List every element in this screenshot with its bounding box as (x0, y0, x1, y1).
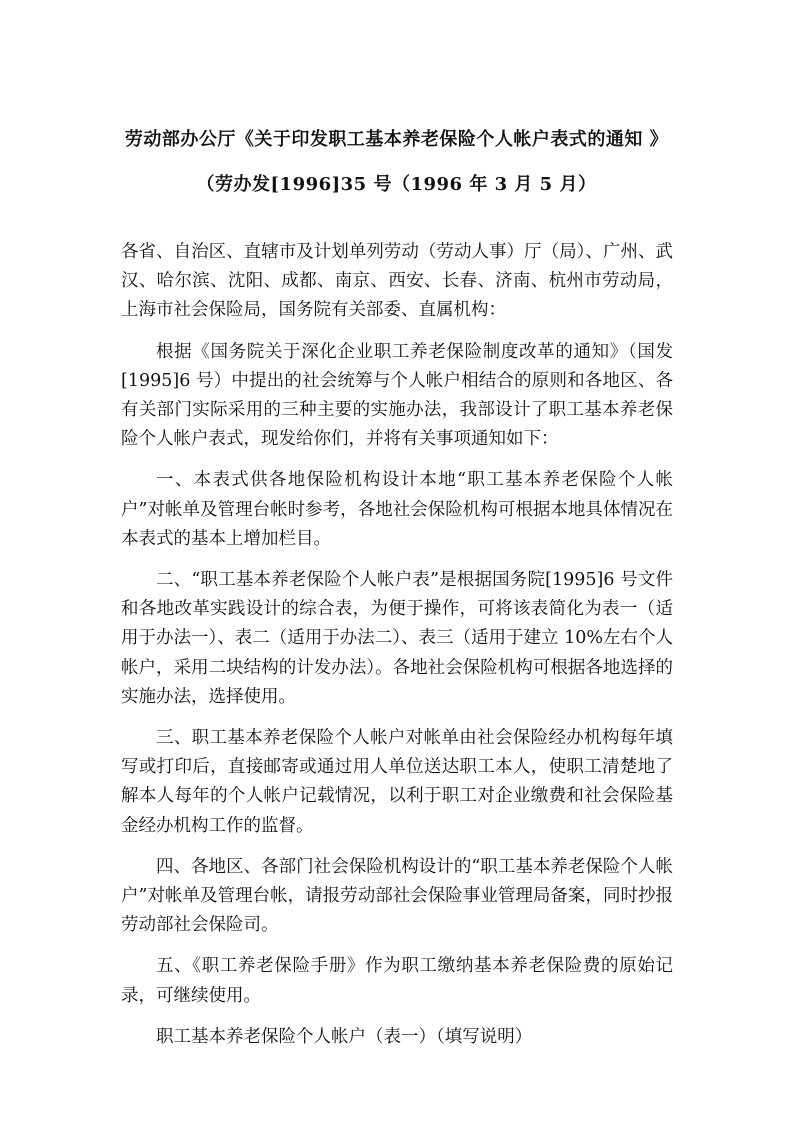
document-body (121, 238, 673, 1064)
addressee-paragraph: 各省、自治区、直辖市及计划单列劳动（劳动人事）厅（局）、广州、武汉、哈尔滨、沈阳、成都、南京、西安、长春、济南、杭州市劳动局，上海市社会保险局，国务院有关部委、直属机构： (121, 242, 673, 321)
intro-paragraph: 根据《国务院关于深化企业职工养老保险制度改革的通知》（国发[1995]6 号）中提出的社会统筹与个人帐户相结合的原则和各地区、各有关部门实际采用的三种主要的实施办法，我部设计了职工基本养老保险个人帐户表式，现发给你们，并将有关事项通知如下： (121, 341, 673, 450)
item-four-paragraph: 四、各地区、各部门社会保险机构设计的“职工基本养老保险个人帐户”对帐单及管理台帐，请报劳动部社会保险事业管理局备案，同时抄报劳动部社会保险司。 (121, 856, 673, 936)
item-two-paragraph: 二、“职工基本养老保险个人帐户表”是根据国务院[1995]6 号文件和各地改革实践设计的综合表，为便于操作，可将该表简化为表一（适用于办法一）、表二（适用于办法二）、表三（适用于建立 10%左右个人帐户，采用二块结构的计发办法）。各地社会保险机构可根据各地选择的实施办法，选择使用。 (121, 570, 673, 707)
document-title: 劳动部办公厅《关于印发职工基本养老保险个人帐户表式的通知 》 (124, 129, 669, 150)
document-subtitle: （劳办发[1996]35 号（1996 年 3 月 5 月） (196, 174, 597, 195)
table-one-heading: 职工基本养老保险个人帐户（表一）（填写说明） (156, 1026, 533, 1047)
item-five-paragraph: 五、《职工养老保险手册》作为职工缴纳基本养老保险费的原始记录，可继续使用。 (121, 956, 673, 1006)
item-one-paragraph: 一、本表式供各地保险机构设计本地“职工基本养老保险个人帐户”对帐单及管理台帐时参考，各地社会保险机构可根据本地具体情况在本表式的基本上增加栏目。 (121, 470, 673, 549)
item-three-paragraph: 三、职工基本养老保险个人帐户对帐单由社会保险经办机构每年填写或打印后，直接邮寄或通过用人单位送达职工本人，使职工清楚地了解本人每年的个人帐户记载情况，以利于职工对企业缴费和社会保险基金经办机构工作的监督。 (121, 728, 673, 836)
